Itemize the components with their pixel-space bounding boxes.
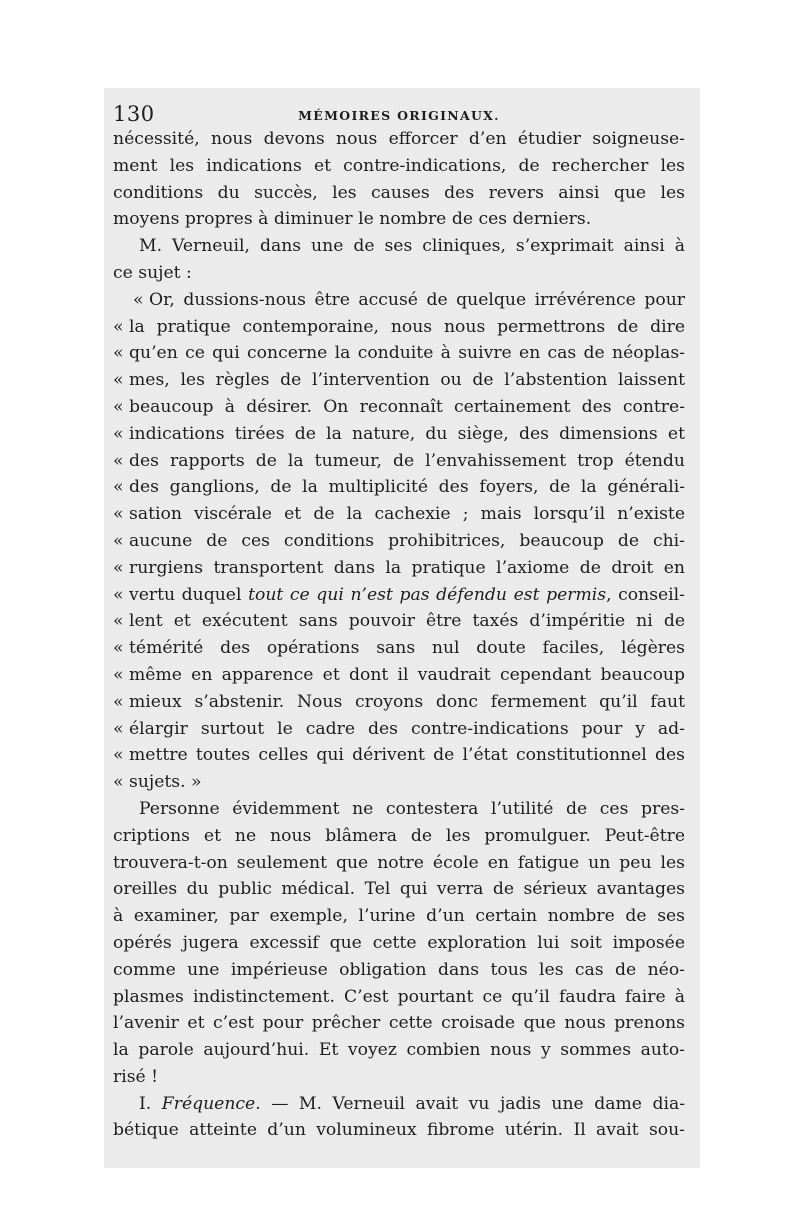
quote-text-after: , conseil- [606, 584, 685, 605]
page-header [113, 96, 685, 126]
text-line: criptions et ne nous blâmera de les promulguer. Peut-être [113, 825, 685, 846]
quote-mark: « [113, 530, 124, 551]
page-content [113, 96, 685, 1144]
quote-line [113, 340, 685, 367]
quote-mark: « [113, 638, 124, 659]
quote-mark: « [113, 745, 124, 766]
quote-text: même en apparence et dont il vaudrait cependant beaucoup [129, 664, 685, 685]
quote-text: mes, les règles de l’intervention ou de l’abstention laissent [129, 370, 685, 391]
quote-line [113, 448, 685, 475]
quote-mark: « [113, 370, 124, 391]
text-line: Personne évidemment ne contestera l’utilité de ces pres- [139, 798, 685, 819]
page-number: 130 [113, 102, 155, 126]
text-line: conditions du succès, les causes des revers ainsi que les [113, 182, 685, 203]
quote-mark: « [113, 718, 124, 739]
text-line: opérés jugera excessif que cette exploration lui soit imposée [113, 932, 685, 953]
quote-line [113, 501, 685, 528]
quote-line [113, 769, 685, 796]
quote-mark: « [113, 423, 124, 444]
text-line: à examiner, par exemple, l’urine d’un certain nombre de ses [113, 906, 685, 927]
quote-text: sation viscérale et de la cachexie ; mais lorsqu’il n’existe [129, 504, 685, 525]
quote-mark: « [113, 557, 124, 578]
quote-text: élargir surtout le cadre des contre-indications pour y ad- [129, 718, 685, 739]
section-number: I. [139, 1093, 152, 1114]
quote-line [113, 582, 685, 609]
text-line: bétique atteinte d’un volumineux fibrome utérin. Il avait sou- [113, 1120, 685, 1141]
quote-line [113, 608, 685, 635]
text-line: ment les indications et contre-indications, de rechercher les [113, 155, 685, 176]
quote-line [113, 474, 685, 501]
quote-line [113, 367, 685, 394]
text-line: comme une impérieuse obligation dans tous les cas de néo- [113, 959, 685, 980]
text-line: l’avenir et c’est pour prêcher cette croisade que nous prenons [113, 1013, 685, 1034]
section-heading-line [113, 1091, 685, 1118]
quote-line [113, 528, 685, 555]
quote-mark: « [113, 664, 124, 685]
quote-mark: « [113, 396, 124, 417]
text-line: moyens propres à diminuer le nombre de ces derniers. [113, 209, 592, 230]
quote-mark: « [113, 611, 124, 632]
quote-text: Or, dussions-nous être accusé de quelque irrévérence pour [149, 289, 685, 310]
quote-text-with-italic [129, 582, 685, 609]
quote-line [113, 555, 685, 582]
quote-text: rurgiens transportent dans la pratique l’axiome de droit en [129, 557, 685, 578]
paragraph-2 [113, 233, 685, 287]
quote-mark: « [133, 289, 144, 310]
quote-mark: « [113, 691, 124, 712]
quote-line [113, 287, 685, 314]
text-line: risé ! [113, 1066, 159, 1087]
quote-mark: « [113, 584, 124, 605]
quote-text: sujets. » [129, 772, 202, 793]
quote-text: indications tirées de la nature, du siège, des dimensions et [129, 423, 685, 444]
text-line: nécessité, nous devons nous efforcer d’en étudier soigneuse- [113, 129, 685, 149]
quote-mark: « [113, 772, 124, 793]
quote-mark: « [113, 504, 124, 525]
quote-italic-maxim: tout ce qui n’est pas défendu est permis [248, 584, 607, 605]
quote-mark: « [113, 477, 124, 498]
quote-line [113, 314, 685, 341]
quote-text: des ganglions, de la multiplicité des foyers, de la générali- [129, 477, 685, 498]
quote-line [113, 421, 685, 448]
text-line: ce sujet : [113, 262, 192, 283]
quote-text: mettre toutes celles qui dérivent de l’état constitutionnel des [129, 745, 685, 766]
section-frequence [113, 1091, 685, 1145]
quote-text: mieux s’abstenir. Nous croyons donc fermement qu’il faut [129, 691, 685, 712]
quote-mark: « [113, 450, 124, 471]
text-line: M. Verneuil, dans une de ses cliniques, s’exprimait ainsi à [139, 236, 685, 257]
text-line: plasmes indistinctement. C’est pourtant ce qu’il faudra faire à [113, 986, 685, 1007]
section-text: — M. Verneuil avait vu jadis une dame dia- [260, 1093, 686, 1114]
quote-text: beaucoup à désirer. On reconnaît certainement des contre- [129, 396, 685, 417]
quote-text: aucune de ces conditions prohibitrices, beaucoup de chi- [129, 530, 685, 551]
quotation [113, 287, 685, 796]
text-line: la parole aujourd’hui. Et voyez combien nous y sommes auto- [113, 1040, 685, 1061]
quote-text: qu’en ce qui concerne la conduite à suivre en cas de néoplas- [129, 343, 685, 364]
quote-mark: « [113, 316, 124, 337]
quote-text: témérité des opérations sans nul doute faciles, légères [129, 638, 685, 659]
quote-text: la pratique contemporaine, nous nous permettrons de dire [129, 316, 685, 337]
paragraph-3 [113, 796, 685, 1091]
quote-text: lent et exécutent sans pouvoir être taxés d’impéritie ni de [129, 611, 685, 632]
quote-line [113, 716, 685, 743]
quote-line [113, 394, 685, 421]
section-title: Fréquence. [161, 1093, 261, 1114]
running-head: MÉMOIRES ORIGINAUX. [298, 108, 500, 123]
quote-line [113, 662, 685, 689]
quote-text: des rapports de la tumeur, de l’envahissement trop étendu [129, 450, 685, 471]
quote-mark: « [113, 343, 124, 364]
paragraph-1 [113, 126, 685, 233]
text-line: oreilles du public médical. Tel qui verra de sérieux avantages [113, 879, 685, 900]
quote-line [113, 635, 685, 662]
text-line: trouvera-t-on seulement que notre école en fatigue un peu les [113, 852, 685, 873]
quote-line [113, 742, 685, 769]
quote-line [113, 689, 685, 716]
quote-text-before: vertu duquel [129, 584, 249, 605]
